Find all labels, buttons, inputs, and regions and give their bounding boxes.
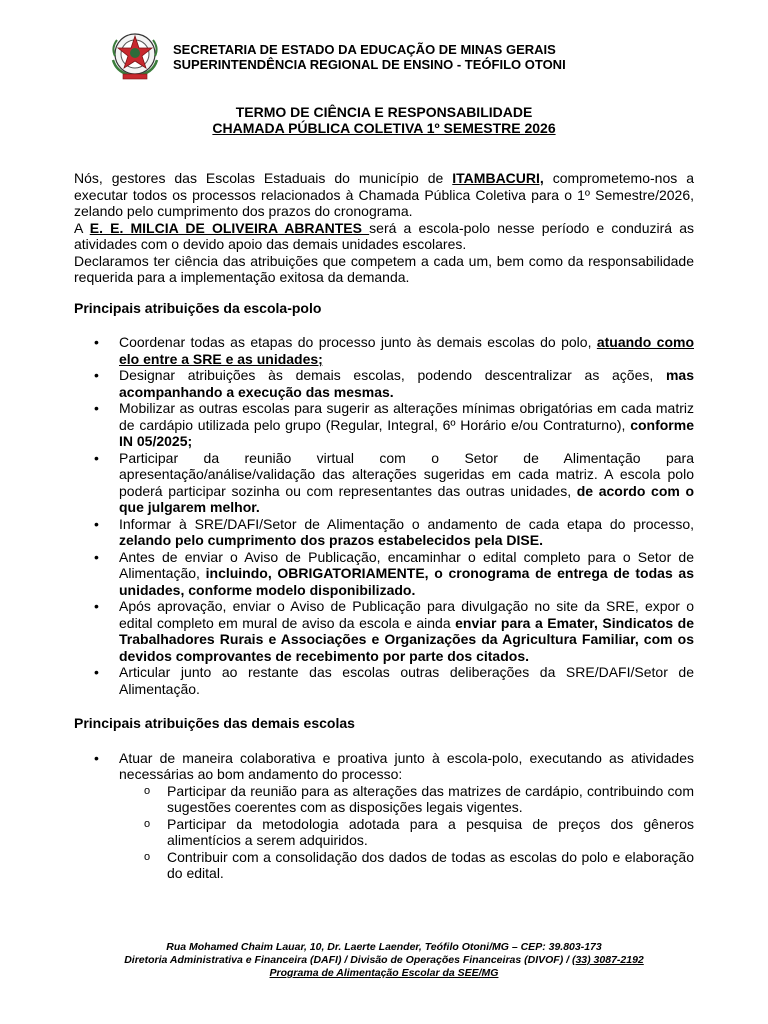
item-emphasis: conforme IN 05/2025; [119,416,694,449]
intro-p1-text: Nós, gestores das Escolas Estaduais do município de [74,170,453,186]
item-text: Informar à SRE/DAFI/Setor de Alimentação o andamento de cada etapa do processo, [119,515,694,532]
letterhead [107,30,707,82]
item-text: Antes de enviar o Aviso de Publicação, encaminhar o edital completo para o Setor de Alimentação, [119,548,694,581]
list-item [74,598,694,664]
list-item [74,750,694,882]
title-line-1: TERMO DE CIÊNCIA E RESPONSABILIDADE [235,104,533,120]
section-1-list [74,334,694,697]
list-item [74,516,694,549]
footer-address: Rua Mohamed Chaim Lauar, 10, Dr. Laerte Laender, Teófilo Otoni/MG – CEP: 39.803-173 [166,941,602,953]
item-text: Participar da reunião virtual com o Setor de Alimentação para apresentação/análise/validação das alterações sugeridas em cada matriz. A escola polo poderá participar sozinha ou com representantes das outras unidades, [119,449,694,499]
minas-gerais-coat-of-arms-icon [107,30,163,82]
item-text: Coordenar todas as etapas do processo junto às demais escolas do polo, [119,334,597,350]
section-2-title: Principais atribuições das demais escolas [74,715,355,731]
item-text: Articular junto ao restante das escolas outras deliberações da SRE/DAFI/Setor de Alimentação. [119,664,694,697]
footer-department [0,954,768,967]
list-item [74,549,694,599]
item-emphasis: zelando pelo cumprimento dos prazos estabelecidos pela DISE. [119,532,543,548]
school-polo-name: E. E. MILCIA DE OLIVEIRA ABRANTES [89,219,370,236]
intro-p1-rest: comprometemo-nos a executar todos os processos relacionados à Chamada Pública Coletiva para o 1º Semestre/2026, zelando pelo cumprimento dos prazos do cronograma. [74,170,694,219]
header-superintendencia: SUPERINTENDÊNCIA REGIONAL DE ENSINO - TEÓFILO OTONI [173,57,566,72]
item-text: Designar atribuições às demais escolas, podendo descentralizar as ações, [119,367,666,383]
section-1-title: Principais atribuições da escola-polo [74,299,322,316]
item-text: Atuar de maneira colaborativa e proativa junto à escola-polo, executando as atividades necessárias ao bom andamento do processo: [119,749,694,782]
intro-paragraph-3: Declaramos ter ciência das atribuições que competem a cada um, bem como da responsabilidade requerida para a implementação exitosa da demanda. [74,252,694,285]
intro-p2-rest: será a escola-polo nesse período e conduzirá as atividades com o devido apoio das demais unidades escolares. [74,219,695,252]
intro-paragraph-2 [74,220,694,253]
section-2-list [74,750,694,882]
document-body [74,170,694,882]
item-text: Mobilizar as outras escolas para sugerir as alterações mínimas obrigatórias em cada matriz de cardápio utilizada pelo grupo (Regular, Integral, 6º Horário e/ou Contraturno), [119,400,694,433]
list-item [74,400,694,450]
section-2-sublist [119,783,694,882]
item-emphasis: atuando como elo entre a SRE e as unidades; [119,334,695,367]
page-footer [0,941,768,980]
title-line-2: CHAMADA PÚBLICA COLETIVA 1º SEMESTRE 2026 [212,120,556,136]
item-emphasis: enviar para a Emater, Sindicatos de Trabalhadores Rurais e Associações e Organizações da Agricultura Familiar, com os devidos comprovantes de recebimento por parte dos citados. [119,614,694,664]
document-title [0,104,768,136]
sub-list-item: o Participar da metodologia adotada para a pesquisa de preços dos gêneros alimentícios a serem adquiridos. [119,816,694,849]
list-item [74,450,694,516]
footer-department-text: Diretoria Administrativa e Financeira (DAFI) / Divisão de Operações Financeiras (DIVOF) / [124,954,572,966]
list-item [74,367,694,400]
item-text: Após aprovação, enviar o Aviso de Publicação para divulgação no site da SRE, expor o edital completo em mural de aviso da escola e ainda [119,598,694,631]
footer-program: Programa de Alimentação Escolar da SEE/MG [269,967,499,979]
footer-phone: (33) 3087-2192 [571,954,644,966]
item-emphasis: incluindo, OBRIGATORIAMENTE, o cronograma de entrega de todas as unidades, conforme modelo disponibilizado. [119,565,694,598]
header-secretaria: SECRETARIA DE ESTADO DA EDUCAÇÃO DE MINAS GERAIS [173,42,556,57]
item-emphasis: de acordo com o que julgarem melhor. [119,482,695,515]
item-emphasis: mas acompanhando a execução das mesmas. [119,367,694,400]
intro-paragraph-1 [74,170,694,220]
list-item [74,664,694,697]
city-name: ITAMBACURI, [452,170,544,186]
intro-p2-text: A [74,219,90,236]
sub-list-item: o Participar da reunião para as alterações das matrizes de cardápio, contribuindo com sugestões coerentes com as disposições legais vigentes. [119,783,694,816]
list-item [74,334,694,367]
sub-list-item: o Contribuir com a consolidação dos dados de todas as escolas do polo e elaboração do edital. [119,849,694,882]
